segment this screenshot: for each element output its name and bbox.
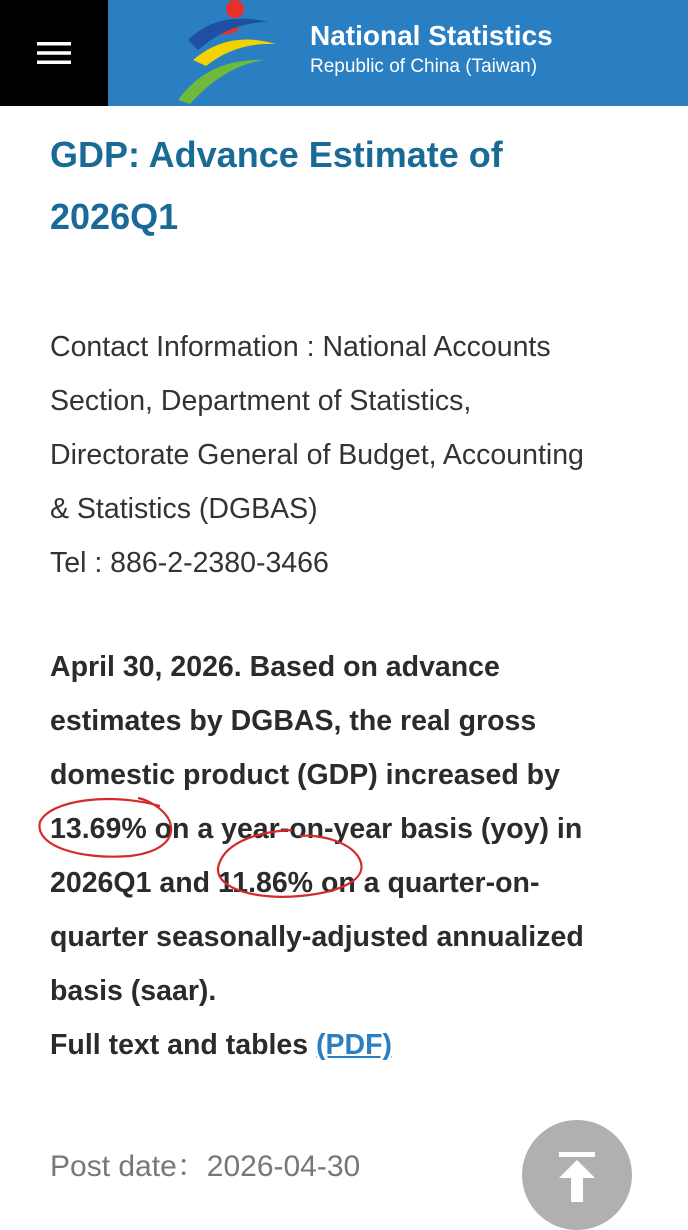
full-text-line [50,1018,660,1072]
summary-line: April 30, 2026. Based on advance [50,651,500,683]
summary-line: quarter seasonally-adjusted annualized [50,921,584,953]
national-statistics-logo-icon [168,0,298,106]
contact-line: & Statistics (DGBAS) [50,493,318,525]
brand-subtitle: Republic of China (Taiwan) [310,56,538,77]
pdf-link[interactable]: (PDF) [316,1029,393,1061]
summary-text: on a year-on-year basis (yoy) in [146,813,583,845]
brand-title: National Statistics [310,20,553,51]
scroll-to-top-button[interactable] [522,1120,632,1230]
contact-information [50,320,660,590]
contact-phone: Tel : 886-2-2380-3466 [50,547,329,579]
summary-line [50,802,660,856]
summary-text: on a quarter-on- [313,867,540,899]
menu-button[interactable] [0,0,108,106]
contact-line: Directorate General of Budget, Accounting [50,439,584,471]
hamburger-menu-icon [37,40,71,66]
post-date-label: Post date： [50,1150,207,1183]
summary-line: domestic product (GDP) increased by [50,759,560,791]
summary-line: basis (saar). [50,975,217,1007]
summary-text: 2026Q1 and [50,867,218,899]
release-summary [50,640,660,1072]
page-title-line: GDP: Advance Estimate of [50,134,503,175]
summary-line: estimates by DGBAS, the real gross [50,705,537,737]
arrow-to-top-icon [557,1152,597,1202]
contact-line: Section, Department of Statistics, [50,385,472,417]
page-title [50,124,650,248]
post-date [50,1140,360,1194]
page-title-line: 2026Q1 [50,196,179,237]
yoy-growth-value: 13.69% [50,813,147,845]
post-date-value: 2026-04-30 [206,1150,361,1183]
contact-line: Contact Information : National Accounts [50,331,551,363]
site-header [0,0,688,106]
summary-line [50,856,660,910]
full-text-label: Full text and tables [50,1029,317,1061]
banner[interactable] [108,0,688,106]
saar-growth-value: 11.86% [217,867,314,899]
